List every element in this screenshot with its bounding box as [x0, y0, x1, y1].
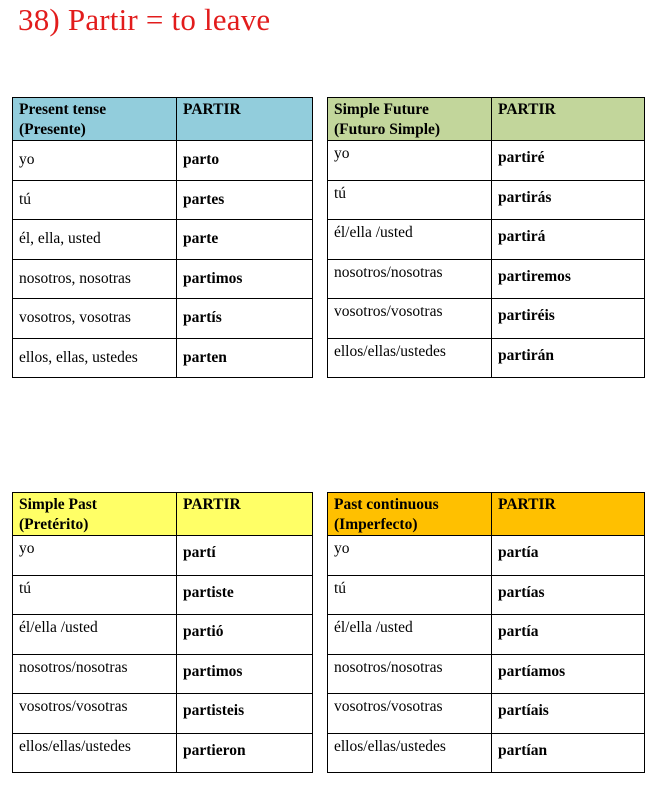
pronoun-cell: él, ella, usted [13, 220, 177, 260]
table-row [328, 536, 645, 576]
conjugation-cell: partimos [177, 654, 313, 694]
tense-name: Past continuous [334, 496, 439, 513]
tense-spanish-name: (Futuro Simple) [334, 121, 441, 138]
table-row [13, 141, 313, 181]
verb-header: PARTIR [492, 98, 645, 141]
table-row [328, 299, 645, 339]
pronoun-cell: tú [13, 180, 177, 220]
conjugation-cell: partiré [492, 141, 645, 181]
conjugation-cell: partía [492, 615, 645, 655]
pronoun-cell: él/ella /usted [13, 615, 177, 655]
conjugation-cell: partisteis [177, 694, 313, 734]
conjugation-cell: partirá [492, 220, 645, 260]
pronoun-cell: yo [328, 141, 492, 181]
conjugation-cell: partías [492, 575, 645, 615]
conjugation-cell: partiremos [492, 259, 645, 299]
tense-spanish-name: (Presente) [19, 121, 86, 138]
pronoun-cell: yo [13, 536, 177, 576]
pronoun-cell: yo [13, 141, 177, 181]
tense-spanish-name: (Pretérito) [19, 516, 89, 533]
pronoun-cell: vosotros/vosotras [13, 694, 177, 734]
conjugation-cell: partí [177, 536, 313, 576]
conjugation-cell: partes [177, 180, 313, 220]
table-row [328, 259, 645, 299]
conjugation-cell: partían [492, 733, 645, 773]
table-row [13, 259, 313, 299]
table-header-row [328, 493, 645, 536]
conjugation-cell: partíais [492, 694, 645, 734]
pronoun-cell: tú [13, 575, 177, 615]
pronoun-cell: vosotros, vosotras [13, 299, 177, 339]
tense-header [13, 98, 177, 141]
conjugation-cell: partíamos [492, 654, 645, 694]
verb-header: PARTIR [492, 493, 645, 536]
conjugation-cell: partirán [492, 338, 645, 378]
table-row [13, 180, 313, 220]
table-row [328, 575, 645, 615]
simple-future-table [327, 97, 645, 378]
table-row [13, 694, 313, 734]
pronoun-cell: yo [328, 536, 492, 576]
table-row [328, 141, 645, 181]
conjugation-cell: parte [177, 220, 313, 260]
pronoun-cell: nosotros/nosotras [328, 259, 492, 299]
conjugation-cell: partieron [177, 733, 313, 773]
tense-spanish-name: (Imperfecto) [334, 516, 418, 533]
table-header-row [328, 98, 645, 141]
conjugation-cell: partís [177, 299, 313, 339]
tense-name: Present tense [19, 101, 107, 118]
tense-name: Simple Past [19, 496, 97, 513]
present-tense-table [12, 97, 313, 378]
pronoun-cell: ellos, ellas, ustedes [13, 338, 177, 378]
table-row [328, 615, 645, 655]
table-row [328, 180, 645, 220]
pronoun-cell: nosotros/nosotras [328, 654, 492, 694]
table-header-row [13, 98, 313, 141]
table-row [13, 575, 313, 615]
pronoun-cell: él/ella /usted [328, 615, 492, 655]
table-row [13, 220, 313, 260]
pronoun-cell: él/ella /usted [328, 220, 492, 260]
table-row [328, 338, 645, 378]
conjugation-cell: partía [492, 536, 645, 576]
conjugation-cell: partimos [177, 259, 313, 299]
table-row [328, 220, 645, 260]
conjugation-cell: parto [177, 141, 313, 181]
pronoun-cell: nosotros, nosotras [13, 259, 177, 299]
tense-header [328, 98, 492, 141]
tense-header [13, 493, 177, 536]
table-row [13, 654, 313, 694]
past-continuous-table [327, 492, 645, 773]
pronoun-cell: ellos/ellas/ustedes [328, 338, 492, 378]
pronoun-cell: tú [328, 575, 492, 615]
pronoun-cell: nosotros/nosotras [13, 654, 177, 694]
table-row [13, 615, 313, 655]
pronoun-cell: ellos/ellas/ustedes [13, 733, 177, 773]
table-row [328, 694, 645, 734]
verb-header: PARTIR [177, 493, 313, 536]
pronoun-cell: ellos/ellas/ustedes [328, 733, 492, 773]
pronoun-cell: vosotros/vosotras [328, 694, 492, 734]
table-row [328, 733, 645, 773]
conjugation-cell: partiste [177, 575, 313, 615]
simple-past-table [12, 492, 313, 773]
table-header-row [13, 493, 313, 536]
conjugation-cell: partirás [492, 180, 645, 220]
pronoun-cell: tú [328, 180, 492, 220]
verb-header: PARTIR [177, 98, 313, 141]
conjugation-cell: parten [177, 338, 313, 378]
tense-name: Simple Future [334, 101, 429, 118]
table-row [13, 338, 313, 378]
table-row [328, 654, 645, 694]
conjugation-cell: partió [177, 615, 313, 655]
conjugation-cell: partiréis [492, 299, 645, 339]
pronoun-cell: vosotros/vosotras [328, 299, 492, 339]
tense-header [328, 493, 492, 536]
table-row [13, 299, 313, 339]
page-title: 38) Partir = to leave [18, 2, 271, 37]
table-row [13, 536, 313, 576]
table-row [13, 733, 313, 773]
